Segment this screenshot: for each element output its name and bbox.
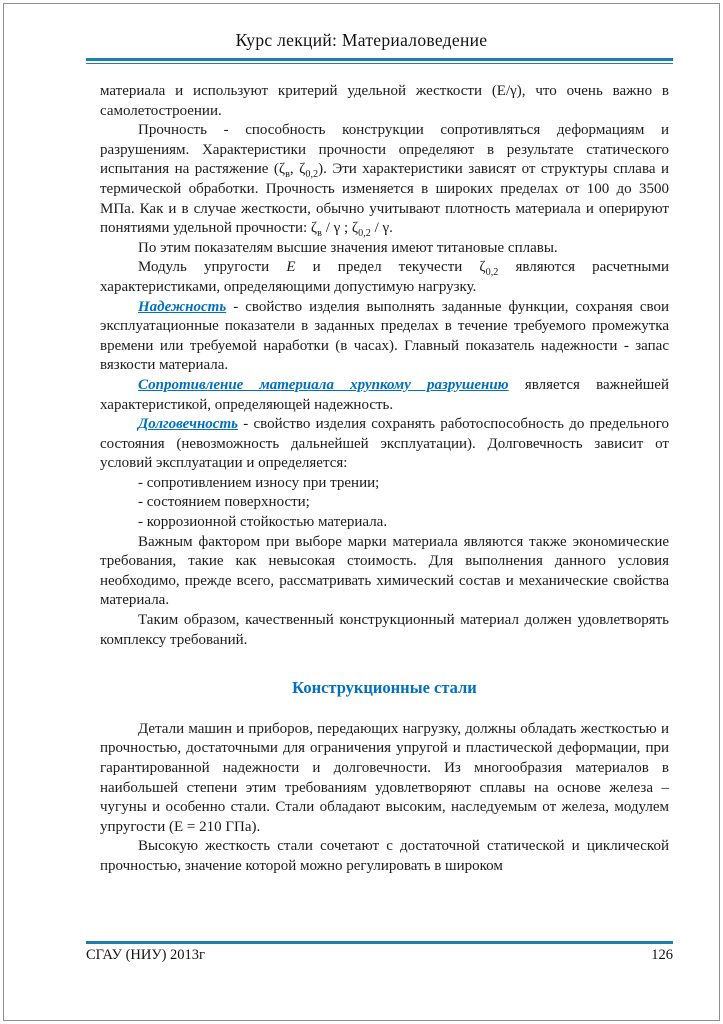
subscript: 0,2 [305,169,319,181]
paragraph-stiffness: Высокую жесткость стали сочетают с достаточной статической и циклической прочностью, значение которой можно регулировать в широком [100,838,669,874]
page-number: 126 [651,947,673,963]
text-segment: и предел текучести ζ [295,259,486,276]
text-segment: Модуль упругости [138,259,287,276]
text-segment: является важнейшей характеристикой, определяющей надежность. [100,376,669,413]
footer-rule [86,941,673,944]
list-item: - состоянием поверхности; [138,494,310,511]
footer-row [86,947,673,964]
paragraph-brittle-resistance [100,376,669,415]
document-page [3,3,720,1021]
paragraph-conclusion: Таким образом, качественный конструкционный материал должен удовлетворять комплексу требований. [100,612,669,648]
text-segment: - свойство изделия выполнять заданные функции, сохраняя свои эксплуатационные показатели в заданных пределах в течение требуемого промежутка времени или требуемой наработки (в часах). Главный показатель надежности - запас вязкости материала. [100,298,669,374]
subscript: в [317,228,322,240]
subscript: 0,2 [485,267,499,279]
term-reliability: Надежность [138,298,227,315]
text-segment: являются расчетными характеристиками, определяющими допустимую нагрузку. [100,259,670,295]
text-segment: / γ ; ζ [321,220,359,237]
footer-institution: СГАУ (НИУ) 2013г [86,947,206,963]
variable-E: E [286,259,296,276]
paragraph-durability [100,415,669,474]
list-item: - сопротивлением износу при трении; [138,474,380,491]
text-segment: Прочность - способность конструкции сопротивляться деформациям и разрушениям. Характеристики прочности определяют в результате статического испытания на растяжение (ζ [100,122,669,178]
paragraph-economics: Важным фактором при выборе марки материала являются также экономические требования, такие как невысокая стоимость. Для выполнения данного условия необходимо, прежде всего, рассматривать химический состав и механические свойства материала. [100,533,669,609]
term-brittle-resistance: Сопротивление материала хрупкому разрушению [138,376,509,393]
text-segment: ). Эти характеристики зависят от структуры сплава и термической обработки. Прочность изменяется в широких пределах от 100 до 3500 МПа. Как и в случае жесткости, обычно учитывают плотность материала и оперируют понятиями удельной прочности: ζ [100,161,669,237]
subscript: в [285,169,290,181]
document-body [4,64,719,877]
text-segment: - свойство изделия сохранять работоспособность до предельного состояния (невозможность дальнейшей эксплуатации). Долговечность зависит от условий эксплуатации и определяется: [100,416,669,472]
page-header-title: Курс лекций: Материаловедение [235,30,488,50]
page-footer [86,941,673,964]
list-item: - коррозионной стойкостью материала. [138,514,388,531]
paragraph-modulus [100,258,669,297]
paragraph-titanium: По этим показателям высшие значения имеют титановые сплавы. [138,239,558,256]
term-durability: Долговечность [138,416,238,433]
subscript: 0,2 [358,228,371,240]
paragraph-strength [100,121,669,239]
paragraph-continuation: материала и используют критерий удельной жесткости (E/γ), что очень важно в самолетостроении. [100,83,669,119]
paragraph-machine-parts: Детали машин и приборов, передающих нагрузку, должны обладать жесткостью и прочностью, достаточными для ограничения упругой и пластической деформации, при гарантированной надежности и долговечности. Из многообразия материалов в наибольшей степени этим требованиям удовлетворяют сплавы на основе железа – чугуны и особенно стали. Стали обладают высоким, наследуемым от железа, модулем упругости (E = 210 ГПа). [100,720,669,835]
text-segment: , ζ [289,161,306,178]
section-heading-structural-steels: Конструкционные стали [292,678,477,698]
text-segment: / γ. [370,220,393,237]
paragraph-reliability [100,298,669,376]
